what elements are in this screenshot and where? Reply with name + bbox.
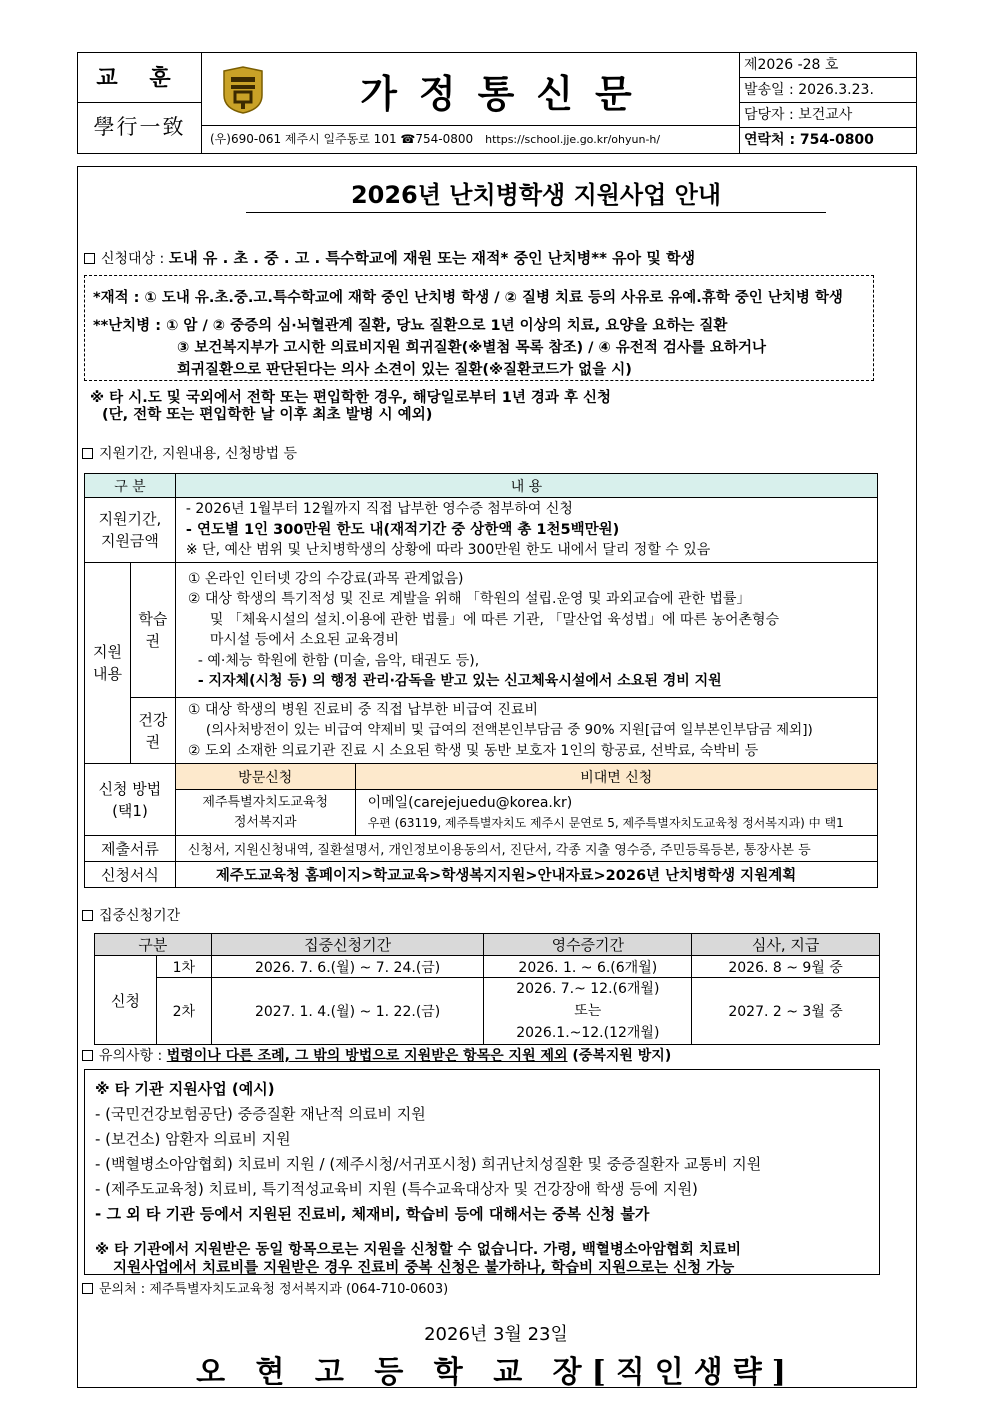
note-disease-3: 희귀질환으로 판단된다는 의사 소견이 있는 질환(※질환코드가 없을 시) xyxy=(177,362,632,378)
school-emblem-icon xyxy=(220,65,266,115)
list-item: - (보건소) 암환자 의료비 지원 xyxy=(95,1130,291,1148)
motto-label: 교 훈 xyxy=(78,53,201,103)
document-body xyxy=(77,166,917,1388)
table-row xyxy=(85,563,878,698)
review-cell: 2027. 2 ~ 3월 중 xyxy=(692,978,880,1045)
apply-label: 신청 xyxy=(95,956,157,1045)
study-content: ① 온라인 인터넷 강의 수강료(과목 관계없음) ② 대상 학생의 특기적성 및 진로 계발을 위해 「학원의 설립.운영 및 과외교습에 관한 법률」 및 「체육시설의 설치.이용에 관한 법률」에 따른 기관, 「말산업 육성법」에 따른 농어촌형승 마시설 등에서 소요된 교육경비 - 예·체능 학원에 한함 (미술, 음악, 태권도 등), - 지자체(시청 등) 의 행정 관리·감독을 받고 있는 신고체육시설에서 소요된 경비 지원 xyxy=(175,563,877,698)
target-text: 도내 유 . 초 . 중 . 고 . 특수학교에 재원 또는 재적* 중인 난치병** 유아 및 학생 xyxy=(168,249,696,267)
table-row xyxy=(85,862,878,888)
inquiry-line: 문의처 : 제주특별자치도교육청 정서복지과 (064-710-0603) xyxy=(82,1278,448,1297)
receipt-cell: 2026. 1. ~ 6.(6개월) xyxy=(484,956,692,978)
issue-date-footer: 2026년 3월 23일 xyxy=(424,1324,568,1345)
section-period-heading: 집중신청기간 xyxy=(82,905,180,925)
receipt-cell: 2026. 7.~ 12.(6개월) 또는 2026.1.~12.(12개월) xyxy=(484,978,692,1045)
issue-number: 제2026 -28 호 xyxy=(740,53,916,78)
issue-date: 발송일 : 2026.3.23. xyxy=(740,78,916,103)
motto-text: 學行一致 xyxy=(93,115,186,139)
round-cell: 1차 xyxy=(156,956,211,978)
other-support-box xyxy=(84,1069,880,1275)
table-row xyxy=(95,978,880,1045)
form-path: 제주도교육청 홈페이지>학교교육>학생복지지원>안내자료>2026년 난치병학생 지원계획 xyxy=(175,862,877,888)
note-disease-2: ③ 보건복지부가 고시한 의료비지원 희귀질환(※별첨 목록 참조) / ④ 유전적 검사를 요하거나 xyxy=(177,340,766,356)
definition-box xyxy=(84,275,874,381)
target-label: 신청대상 : xyxy=(101,251,169,267)
period-label: 지원기간, 지원금액 xyxy=(85,498,176,563)
table-row xyxy=(85,836,878,862)
checkbox-icon xyxy=(82,910,93,921)
form-label: 신청서식 xyxy=(85,862,176,888)
list-item: - (백혈병소아암협회) 치료비 지원 / (제주시청/서귀포시청) 희귀난치성질환 및 중증질환자 교통비 지원 xyxy=(95,1155,762,1173)
school-address xyxy=(202,125,739,153)
school-url-link[interactable]: https://school.jje.go.kr/ohyun-h/ xyxy=(485,133,661,146)
health-label: 건강 권 xyxy=(130,698,175,764)
study-label: 학습 권 xyxy=(130,563,175,698)
list-item: - (국민건강보험공단) 중증질환 재난적 의료비 지원 xyxy=(95,1105,426,1123)
note-enrolled: *재적 : ① 도내 유.초.중.고.특수학교에 재학 중인 난치병 학생 / ② 질병 치료 등의 사유로 유예.휴학 중인 난치병 학생 xyxy=(93,290,843,306)
checkbox-icon xyxy=(84,253,95,264)
list-item: - 그 외 타 기관 등에서 지원된 진료비, 체재비, 학습비 등에 대해서는 중복 신청 불가 xyxy=(95,1205,650,1223)
checkbox-icon xyxy=(82,1283,93,1294)
health-content: ① 대상 학생의 병원 진료비 중 직접 납부한 비급여 진료비 (의사처방전이 있는 비급여 약제비 및 급여의 전액본인부담금 중 90% 지원[급여 일부본인부담금 제외]) ② 도외 소재한 의료기관 진료 시 소요된 학생 및 동반 보호자 1인의 항공료, 선박료, 숙박비 등 xyxy=(175,698,877,764)
letter-header xyxy=(77,52,917,154)
online-apply-content: 이메일(carejejuedu@korea.kr) 우편 (63119, 제주특별자치도 제주시 문연로 5, 제주특별자치도교육청 정서복지과) 中 택1 xyxy=(355,790,877,836)
table-row xyxy=(85,764,878,790)
school-motto-box xyxy=(78,53,202,153)
visit-apply-header: 방문신청 xyxy=(175,764,355,790)
content-label: 지원 내용 xyxy=(85,563,131,764)
other-support-title: ※ 타 기관 지원사업 (예시) xyxy=(95,1080,275,1098)
table-header: 영수증기간 xyxy=(484,934,692,956)
note-disease-1: **난치병 : ① 암 / ② 중증의 심·뇌혈관계 질환, 당뇨 질환으로 1년 이상의 치료, 요양을 요하는 질환 xyxy=(93,318,728,334)
target-line xyxy=(84,247,695,268)
newsletter-title: 가정통신문 xyxy=(360,71,654,116)
checkbox-icon xyxy=(82,1050,93,1061)
table-header: 구분 xyxy=(95,934,212,956)
period-cell: 2026. 7. 6.(월) ~ 7. 24.(금) xyxy=(211,956,484,978)
transfer-note-2: (단, 전학 또는 편입학한 날 이후 최초 발병 시 예외) xyxy=(102,407,433,423)
docs-label: 제출서류 xyxy=(85,836,176,862)
support-table xyxy=(84,473,878,888)
table-row xyxy=(85,790,878,836)
review-cell: 2026. 8 ~ 9월 중 xyxy=(692,956,880,978)
table-row xyxy=(95,956,880,978)
period-table xyxy=(94,933,880,1045)
caution-text: 법령이나 다른 조례, 그 밖의 방법으로 지원받은 항목은 지원 제외 xyxy=(166,1048,568,1064)
principal-signature: 오 현 고 등 학 교 장[직인생략] xyxy=(196,1355,796,1390)
email-link[interactable]: 이메일(carejejuedu@korea.kr) xyxy=(367,794,573,811)
online-apply-header: 비대면 신청 xyxy=(355,764,877,790)
table-row xyxy=(85,498,878,563)
period-content: - 2026년 1월부터 12월까지 직접 납부한 영수증 첨부하여 신청 - 연도별 1인 300만원 한도 내(재적기간 중 상한액 총 1천5백만원) ※ 단, 예산 범위 및 난치병학생의 상황에 따라 300만원 한도 내에서 달리 정할 수 있음 xyxy=(175,498,877,563)
checkbox-icon xyxy=(82,448,93,459)
header-title-box xyxy=(202,53,740,153)
address-text: (우)690-061 제주시 일주동로 101 ☎754-0800 xyxy=(210,132,474,146)
issue-manager: 담당자 : 보건교사 xyxy=(740,103,916,128)
docs-content: 신청서, 지원신청내역, 질환설명서, 개인정보이용동의서, 진단서, 각종 지출 영수증, 주민등록등본, 통장사본 등 xyxy=(175,836,877,862)
table-header: 집중신청기간 xyxy=(211,934,484,956)
list-item: - (제주도교육청) 치료비, 특기적성교육비 지원 (특수교육대상자 및 건강장애 학생 등에 지원) xyxy=(95,1180,698,1198)
table-header: 구 분 xyxy=(85,474,176,498)
other-support-note-2: 지원사업에서 치료비를 지원받은 경우 진료비 중복 신청은 불가하나, 학습비 지원으로는 신청 가능 xyxy=(113,1260,735,1276)
section-support-heading: 지원기간, 지원내용, 신청방법 등 xyxy=(82,443,297,463)
visit-apply-office: 제주특별자치도교육청 정서복지과 xyxy=(175,790,355,836)
caution-line: 유의사항 : 법령이나 다른 조례, 그 밖의 방법으로 지원받은 항목은 지원 제외 (중복지원 방지) xyxy=(82,1045,671,1065)
apply-method-label: 신청 방법 (택1) xyxy=(85,764,176,836)
table-header: 내 용 xyxy=(175,474,877,498)
table-row xyxy=(85,698,878,764)
table-header: 심사, 지급 xyxy=(692,934,880,956)
period-cell: 2027. 1. 4.(월) ~ 1. 22.(금) xyxy=(211,978,484,1045)
document-title: 2026년 난치병학생 지원사업 안내 xyxy=(246,175,826,213)
issue-contact: 연락처 : 754-0800 xyxy=(744,132,874,148)
round-cell: 2차 xyxy=(156,978,211,1045)
other-support-note-1: ※ 타 기관에서 지원받은 동일 항목으로는 지원을 신청할 수 없습니다. 가령, 백혈병소아암협회 치료비 xyxy=(95,1242,741,1258)
issue-info xyxy=(740,53,916,153)
transfer-note-1: ※ 타 시.도 및 국외에서 전학 또는 편입학한 경우, 해당일로부터 1년 경과 후 신청 xyxy=(90,390,612,406)
